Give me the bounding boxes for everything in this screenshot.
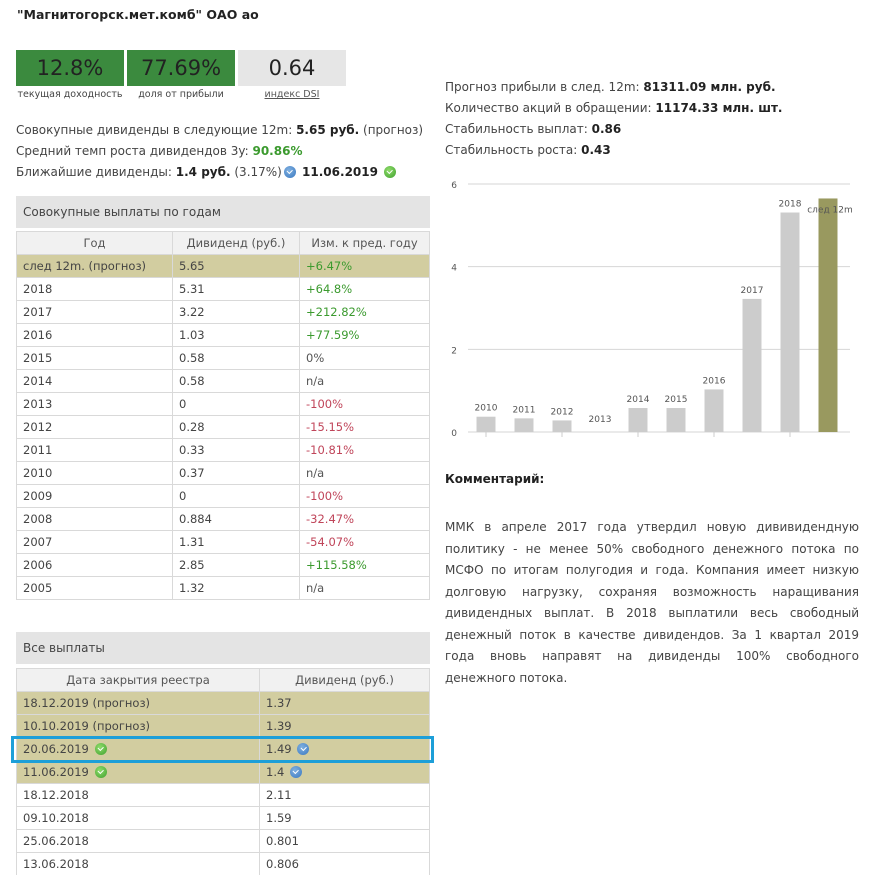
- cell-dividend: 5.31: [173, 278, 300, 301]
- date: 11.06.2019: [297, 165, 378, 179]
- dividend-text: 2.11: [266, 788, 292, 802]
- bar-label: 2012: [550, 407, 574, 418]
- date-text: 18.12.2019 (прогноз): [23, 696, 151, 710]
- cell-record-date: [17, 692, 260, 715]
- label: Стабильность выплат:: [445, 122, 592, 136]
- yearly-section-heading: Совокупные выплаты по годам: [16, 196, 430, 228]
- cell-year: 2011: [17, 439, 173, 462]
- payments-section-heading: Все выплаты: [16, 632, 430, 664]
- value: 0.43: [581, 143, 611, 157]
- suffix: (прогноз): [359, 123, 424, 137]
- table-row[interactable]: [17, 807, 430, 830]
- bar-label: 2013: [588, 415, 612, 425]
- table-row: [17, 485, 430, 508]
- label: Стабильность роста:: [445, 143, 582, 157]
- cell-dividend: 3.22: [173, 301, 300, 324]
- bar-label: 2017: [740, 285, 764, 296]
- cell-year: 2010: [17, 462, 173, 485]
- company-title: "Магнитогорск.мет.комб" ОАО ао: [17, 7, 259, 22]
- stat-value: 0.64: [238, 50, 346, 86]
- bar[interactable]: [515, 418, 534, 432]
- table-row[interactable]: [17, 784, 430, 807]
- table-row: [17, 531, 430, 554]
- cell-dividend: [260, 715, 430, 738]
- cell-change: n/a: [300, 577, 430, 600]
- cell-year: след 12m. (прогноз): [17, 255, 173, 278]
- column-header-dividend[interactable]: Дивиденд (руб.): [173, 232, 300, 255]
- dividend-text: 0.801: [266, 834, 299, 848]
- cell-year: 2006: [17, 554, 173, 577]
- summary-total-12m: [16, 120, 423, 141]
- cell-dividend: 0.37: [173, 462, 300, 485]
- value: 0.86: [591, 122, 622, 136]
- summary-next-dividend: [16, 162, 423, 183]
- comment-text: ММК в апреле 2017 года утвердил новую дививидендную политику - не менее 50% свободного денежного потока по МСФО по итогам полугодия и года. Компания имеет низкую долговую нагрузку, сохраняя возможность наращивания дивидендных выплат. В 2018 выплатили весь свободный денежный поток в качестве дивидендов. За 1 квартал 2019 года вновь направят на дивиденды 100% свободного денежного потока.: [445, 520, 859, 685]
- bar-label: 2016: [702, 376, 726, 387]
- y-tick-label: 4: [451, 263, 457, 274]
- cell-record-date: [17, 784, 260, 807]
- table-row[interactable]: [17, 761, 430, 784]
- table-row: [17, 416, 430, 439]
- bar[interactable]: [705, 389, 724, 432]
- cell-change: -15.15%: [300, 416, 430, 439]
- value: 81311.09 млн. руб.: [643, 80, 776, 94]
- stat-value: 12.8%: [16, 50, 124, 86]
- label: Прогноз прибыли в след. 12m:: [445, 80, 644, 94]
- cell-record-date: [17, 715, 260, 738]
- cell-year: 2016: [17, 324, 173, 347]
- date-text: 18.12.2018: [23, 788, 89, 802]
- dividend-text: 0.806: [266, 857, 299, 871]
- bar[interactable]: [477, 417, 496, 432]
- dividend-summary: [16, 120, 423, 183]
- cell-change: +64.8%: [300, 278, 430, 301]
- cell-dividend: 0.58: [173, 347, 300, 370]
- cell-dividend: [260, 830, 430, 853]
- date-text: 11.06.2019: [23, 765, 89, 779]
- table-row: [17, 301, 430, 324]
- cell-dividend: 0.884: [173, 508, 300, 531]
- cell-dividend: 1.03: [173, 324, 300, 347]
- cell-dividend: [260, 692, 430, 715]
- bar-label: 2011: [512, 405, 536, 416]
- stat-caption: текущая доходность: [17, 89, 123, 100]
- cell-record-date: [17, 830, 260, 853]
- bar[interactable]: [743, 299, 762, 432]
- cell-change: +6.47%: [300, 255, 430, 278]
- table-row: [17, 370, 430, 393]
- chart-svg: [440, 170, 873, 450]
- cell-dividend: 1.32: [173, 577, 300, 600]
- date-text: 20.06.2019: [23, 742, 89, 756]
- metric-shares-outstanding: [445, 98, 782, 119]
- table-row[interactable]: [17, 830, 430, 853]
- cell-dividend: 2.85: [173, 554, 300, 577]
- blue-check-icon: [290, 766, 302, 778]
- cell-dividend: 0.33: [173, 439, 300, 462]
- company-metrics: [445, 77, 782, 161]
- table-row: [17, 439, 430, 462]
- comment-title: Комментарий:: [445, 472, 545, 486]
- table-row[interactable]: [17, 692, 430, 715]
- column-header-change[interactable]: Изм. к пред. году: [300, 232, 430, 255]
- green-check-icon: [384, 166, 396, 178]
- bar[interactable]: [629, 408, 648, 432]
- cell-year: 2017: [17, 301, 173, 324]
- cell-change: -100%: [300, 485, 430, 508]
- cell-change: -32.47%: [300, 508, 430, 531]
- dividend-text: 1.39: [266, 719, 292, 733]
- bar-label: 2010: [474, 403, 498, 414]
- date-text: 25.06.2018: [23, 834, 89, 848]
- y-tick-label: 2: [451, 346, 457, 357]
- cell-change: 0%: [300, 347, 430, 370]
- date-text: 09.10.2018: [23, 811, 89, 825]
- cell-year: 2012: [17, 416, 173, 439]
- cell-dividend: 5.65: [173, 255, 300, 278]
- stat-current-yield: [16, 50, 124, 100]
- label: Количество акций в обращении:: [445, 101, 656, 115]
- dividend-bar-chart: [440, 170, 873, 450]
- label: Совокупные дивиденды в следующие 12m:: [16, 123, 297, 137]
- cell-dividend: 0.28: [173, 416, 300, 439]
- metric-profit-forecast: [445, 77, 782, 98]
- dividend-text: 1.59: [266, 811, 292, 825]
- column-header-dividend[interactable]: Дивиденд (руб.): [260, 669, 430, 692]
- bar[interactable]: [553, 420, 572, 432]
- cell-change: +115.58%: [300, 554, 430, 577]
- cell-change: -54.07%: [300, 531, 430, 554]
- bar[interactable]: [667, 408, 686, 432]
- metric-growth-stability: [445, 140, 782, 161]
- value: 11174.33 млн. шт.: [655, 101, 783, 115]
- metric-payout-stability: [445, 119, 782, 140]
- cell-year: 2015: [17, 347, 173, 370]
- blue-check-icon: [284, 166, 296, 178]
- cell-record-date: [17, 807, 260, 830]
- bar-label: 2015: [664, 395, 688, 406]
- label: Ближайшие дивиденды:: [16, 165, 176, 179]
- value: 90.86%: [252, 144, 303, 158]
- dsi-index-link[interactable]: индекс DSI: [264, 89, 320, 100]
- cell-year: 2013: [17, 393, 173, 416]
- cell-dividend: [260, 807, 430, 830]
- stat-payout-ratio: [127, 50, 235, 100]
- bar-label: след 12m: [807, 205, 853, 216]
- label: Средний темп роста дивидендов 3y:: [16, 144, 253, 158]
- cell-dividend: 0: [173, 393, 300, 416]
- table-row: [17, 347, 430, 370]
- bar-label: 2014: [626, 395, 650, 406]
- cell-dividend: 1.31: [173, 531, 300, 554]
- stat-dsi-index: [238, 50, 346, 100]
- value: 5.65 руб.: [296, 123, 360, 137]
- dividend-text: 1.37: [266, 696, 292, 710]
- stat-value: 77.69%: [127, 50, 235, 86]
- cell-record-date: [17, 761, 260, 784]
- cell-year: 2009: [17, 485, 173, 508]
- dividend-text: 1.49: [266, 742, 292, 756]
- cell-year: 2007: [17, 531, 173, 554]
- bar[interactable]: [819, 198, 838, 432]
- bar[interactable]: [781, 213, 800, 432]
- table-row: [17, 554, 430, 577]
- date-text: 13.06.2018: [23, 857, 89, 871]
- cell-dividend: [260, 853, 430, 875]
- cell-year: 2014: [17, 370, 173, 393]
- yearly-dividends-table: [16, 231, 430, 600]
- table-row: [17, 255, 430, 278]
- cell-dividend: [260, 761, 430, 784]
- bar-label: 2018: [778, 199, 802, 210]
- table-row[interactable]: [17, 853, 430, 875]
- column-header-record-date[interactable]: Дата закрытия реестра: [17, 669, 260, 692]
- cell-year: 2005: [17, 577, 173, 600]
- percent: (3.17%): [230, 165, 282, 179]
- cell-dividend: [260, 784, 430, 807]
- table-row: [17, 462, 430, 485]
- column-header-year[interactable]: Год: [17, 232, 173, 255]
- table-row: [17, 324, 430, 347]
- cell-change: +77.59%: [300, 324, 430, 347]
- stats-row: [16, 50, 346, 100]
- table-row: [17, 508, 430, 531]
- table-row: [17, 393, 430, 416]
- green-check-icon: [95, 766, 107, 778]
- cell-change: -100%: [300, 393, 430, 416]
- date-text: 10.10.2019 (прогноз): [23, 719, 151, 733]
- table-row[interactable]: [17, 715, 430, 738]
- cell-dividend: 0.58: [173, 370, 300, 393]
- value: 1.4 руб.: [175, 165, 231, 179]
- cell-change: n/a: [300, 370, 430, 393]
- cell-change: n/a: [300, 462, 430, 485]
- cell-change: -10.81%: [300, 439, 430, 462]
- cell-dividend: 0: [173, 485, 300, 508]
- y-tick-label: 0: [451, 429, 457, 439]
- selected-row-highlight: [11, 736, 434, 763]
- table-row: [17, 278, 430, 301]
- all-payments-table: [16, 668, 430, 875]
- y-tick-label: 6: [451, 181, 457, 191]
- table-row: [17, 577, 430, 600]
- cell-record-date: [17, 853, 260, 875]
- cell-change: +212.82%: [300, 301, 430, 324]
- stat-caption: доля от прибыли: [138, 89, 224, 100]
- dividend-text: 1.4: [266, 765, 285, 779]
- cell-year: 2018: [17, 278, 173, 301]
- cell-year: 2008: [17, 508, 173, 531]
- summary-growth-rate: [16, 141, 423, 162]
